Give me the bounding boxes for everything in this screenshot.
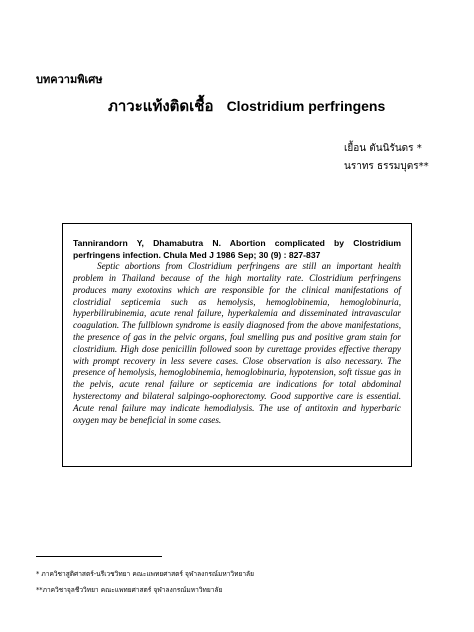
article-title-thai: ภาวะแท้งติดเชื้อ	[108, 97, 214, 115]
abstract-body: Septic abortions from Clostridium perfringens are still an important health problem in Thailand because of the high mortality rate. Clostridium perfringens produces many exotoxins which are responsible for the clinical manifestations of clostridial septicemia such as hemolysis, hemoglobinemia, hemoglobinuria, hyperbilirubinemia, acute renal failure, hyperkalemia and disseminated intravascular coagulation. The fullblown syndrome is easily diagnosed from the above manifestations, the presence of gas in the pelvic organs, foul smelling pus and positive gram stain for clostridium. High dose penicillin followed soon by curettage provides effective therapy with prompt recovery in less severe cases. Close observation is also necessary. The presence of hemolysis, hemoglobinemia, hemoglobinuria, hypotension, soft tissue gas in the pelvis, acute renal failure or septicemia are indications for total abdominal hysterectomy and bilateral salpingo-oophorectomy. Good supportive care is essential. Acute renal failure may indicate hemodialysis. The use of antitoxin and hyperbaric oxygen may be beneficial in some cases.	[73, 261, 401, 425]
abstract-citation: Tannirandorn Y, Dhamabutra N. Abortion complicated by Clostridium perfringens infection. Chula Med J 1986 Sep; 30 (9) : 827-837	[73, 238, 401, 260]
author-list	[344, 140, 429, 176]
footnotes	[36, 566, 254, 598]
article-title	[108, 94, 385, 118]
section-label: บทความพิเศษ	[36, 73, 103, 86]
footnote-divider	[36, 556, 162, 557]
abstract-box	[62, 223, 412, 467]
author-1: เยื้อน ตันนิรันดร *	[344, 143, 422, 154]
footnote-1: * ภาควิชาสูติศาสตร์-นรีเวชวิทยา คณะแพทยศาสตร์ จุฬาลงกรณ์มหาวิทยาลัย	[36, 570, 254, 578]
author-2: นราทร ธรรมบุตร**	[344, 161, 429, 172]
footnote-2: **ภาควิชาจุลชีววิทยา คณะแพทยศาสตร์ จุฬาลงกรณ์มหาวิทยาลัย	[36, 586, 223, 594]
article-title-latin: Clostridium perfringens	[226, 98, 386, 114]
